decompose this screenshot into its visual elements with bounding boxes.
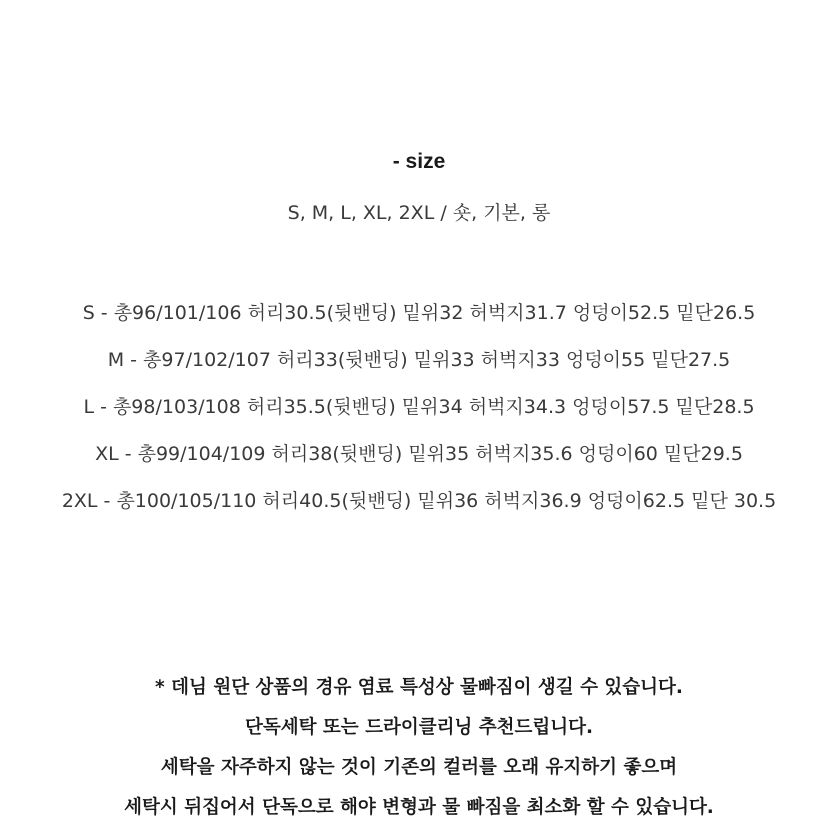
size-row-s: S - 총96/101/106 허리30.5(뒷밴딩) 밑위32 허벅지31.7 엉덩이52.5 밑단26.5 <box>82 302 756 324</box>
care-notice-line: * 데님 원단 상품의 경유 염료 특성상 물빠짐이 생길 수 있습니다. <box>155 677 683 698</box>
size-section-title: - size <box>392 150 446 173</box>
size-spec-list <box>20 290 818 525</box>
size-row-m: M - 총97/102/107 허리33(뒷밴딩) 밑위33 허벅지33 엉덩이55 밑단27.5 <box>107 349 731 371</box>
care-notice-line: 세탁을 자주하지 않는 것이 기존의 컬러를 오래 유지하기 좋으며 <box>160 757 678 778</box>
size-options-line: S, M, L, XL, 2XL / 숏, 기본, 롱 <box>287 202 551 224</box>
size-row-xl: XL - 총99/104/109 허리38(뒷밴딩) 밑위35 허벅지35.6 엉덩이60 밑단29.5 <box>95 443 743 465</box>
care-notice-line: 단독세탁 또는 드라이클리닝 추천드립니다. <box>244 717 594 738</box>
size-row-2xl: 2XL - 총100/105/110 허리40.5(뒷밴딩) 밑위36 허벅지36.9 엉덩이62.5 밑단 30.5 <box>61 490 777 512</box>
care-notice <box>0 668 838 828</box>
size-row-l: L - 총98/103/108 허리35.5(뒷밴딩) 밑위34 허벅지34.3 엉덩이57.5 밑단28.5 <box>83 396 755 418</box>
care-notice-line: 세탁시 뒤집어서 단독으로 해야 변형과 물 빠짐을 최소화 할 수 있습니다. <box>124 797 714 818</box>
